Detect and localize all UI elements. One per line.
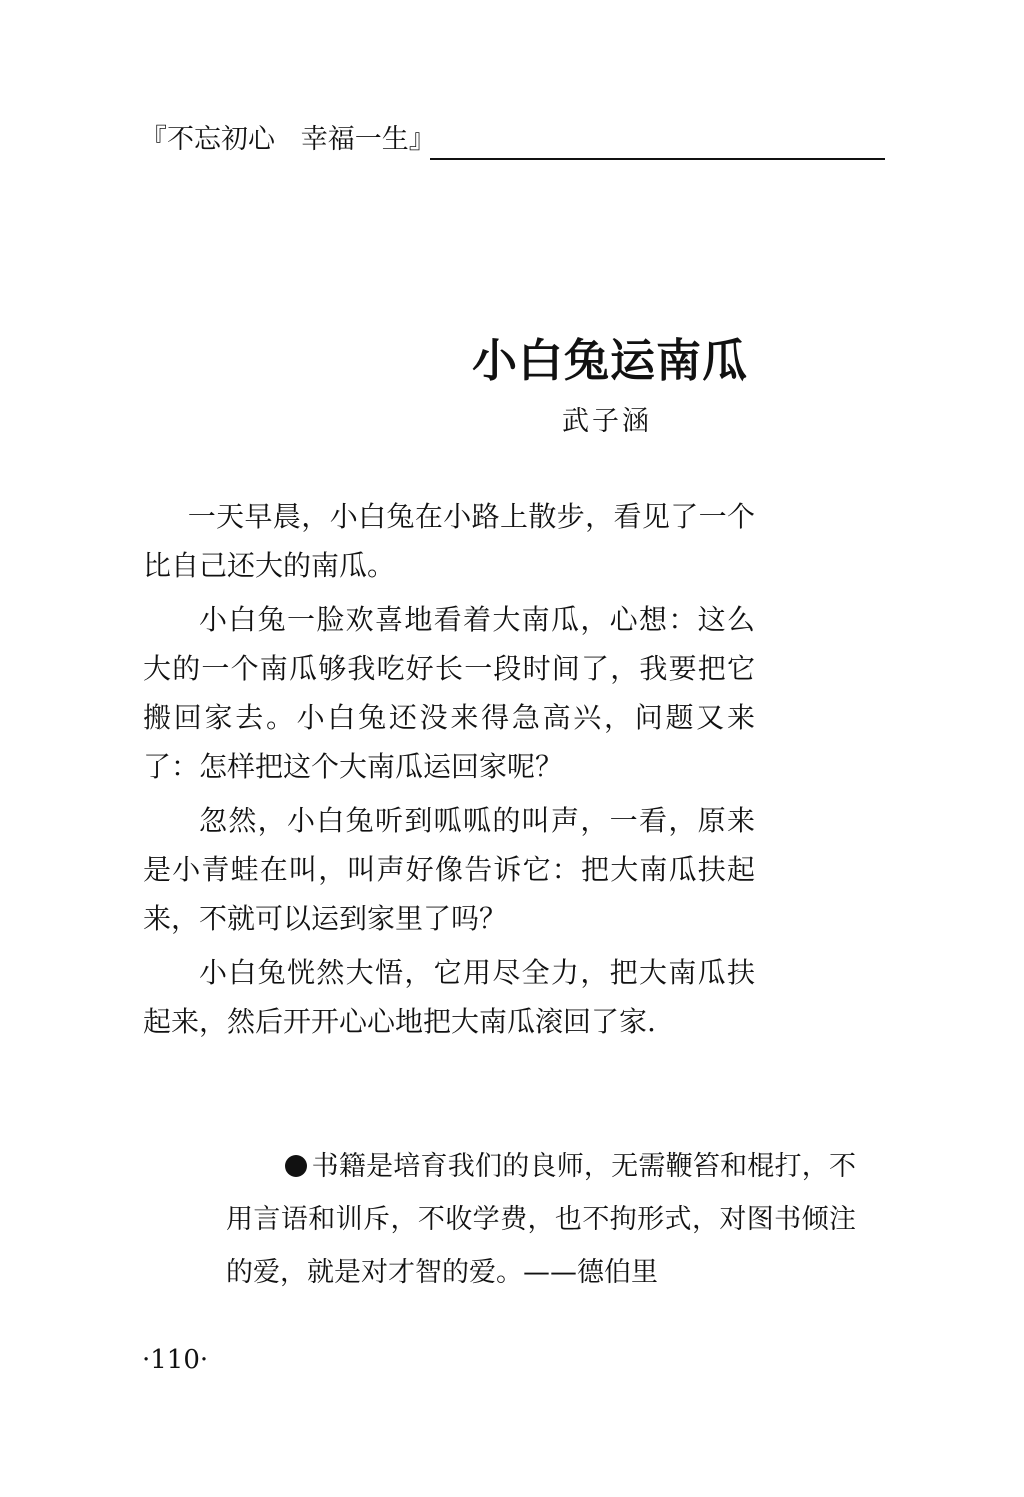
paragraph-4: 小白兔恍然大悟，它用尽全力，把大南瓜扶起来，然后开开心心地把大南瓜滚回了家.	[143, 956, 755, 1038]
book-title: 『不忘初心 幸福一生』	[140, 124, 436, 155]
quote-text: 书籍是培育我们的良师，无需鞭笞和棍打，不用言语和训斥，不收学费，也不拘形式，对图书倾注的爱，就是对才智的爱。——德伯里	[226, 1151, 856, 1288]
paragraph-3: 忽然，小白兔听到呱呱的叫声，一看，原来是小青蛙在叫，叫声好像告诉它：把大南瓜扶起来，不就可以运到家里了吗？	[143, 804, 755, 935]
story-title: 小白兔运南瓜	[472, 334, 749, 387]
author-name: 武子涵	[562, 406, 652, 437]
paragraph-1: 一天早晨，小白兔在小路上散步，看见了一个比自己还大的南瓜。	[143, 500, 755, 582]
running-header	[140, 120, 885, 162]
header-rule	[430, 158, 885, 160]
story-body	[143, 492, 755, 1051]
bullet-icon	[285, 1155, 307, 1177]
paragraph-2: 小白兔一脸欢喜地看着大南瓜，心想：这么大的一个南瓜够我吃好长一段时间了，我要把它搬回家去。小白兔还没来得急高兴，问题又来了：怎样把这个大南瓜运回家呢？	[143, 603, 755, 783]
quote-block	[226, 1140, 856, 1299]
page-number: ·110·	[142, 1345, 209, 1375]
